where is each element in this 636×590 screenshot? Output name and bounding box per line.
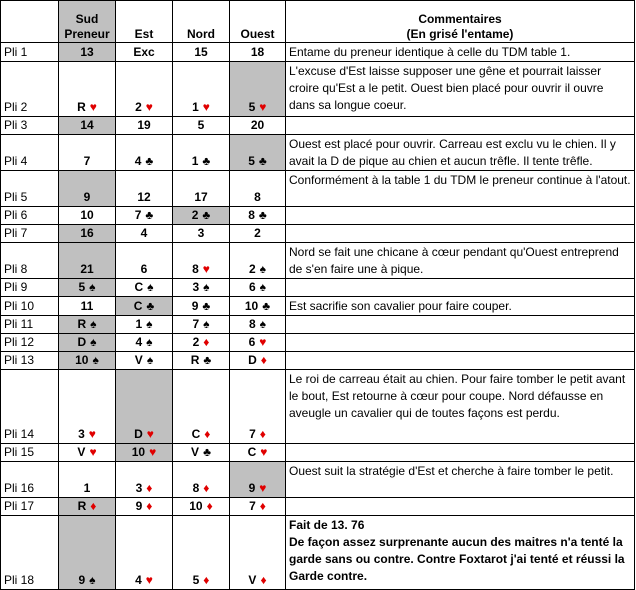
pli-label: Pli 14 [1,370,59,444]
card-sud [59,207,116,225]
club-icon: ♣ [262,299,271,313]
card-value: 1 [191,154,199,168]
table-row [1,297,635,316]
card-value: 2 [248,262,256,276]
card-ouest [230,279,286,297]
card-value: 10 [75,353,89,367]
pli-label: Pli 17 [1,498,59,516]
card-value: 4 [135,573,142,587]
card-value: 6 [248,335,256,349]
heart-icon: ♥ [88,427,96,441]
heart-icon: ♥ [145,573,153,587]
spade-icon: ♠ [146,317,153,331]
comment-cell [286,225,635,243]
card-sud [59,498,116,516]
card-est [116,516,173,590]
card-value: V [77,445,86,459]
spade-icon: ♠ [259,317,267,331]
card-value: 9 [191,299,199,313]
card-value: D [134,427,143,441]
card-nord [173,516,230,590]
card-ouest [230,117,286,135]
club-icon: ♣ [202,208,211,222]
comment-cell: Est sacrifie son cavalier pour faire couper. [286,297,635,316]
card-sud [59,297,116,316]
table-row [1,316,635,334]
spade-icon: ♠ [146,353,154,367]
card-sud [59,117,116,135]
header-nord: Nord [173,1,230,43]
club-icon: ♣ [145,208,154,222]
card-est [116,207,173,225]
card-ouest [230,498,286,516]
card-value: 10 [244,299,259,313]
heart-icon: ♥ [259,335,267,349]
card-sud [59,43,116,62]
table-row [1,444,635,462]
card-value: 7 [134,208,142,222]
club-icon: ♣ [258,208,267,222]
comment-cell: Ouest suit la stratégie d'Est et cherche à faire tomber le petit. [286,462,635,498]
card-value: 20 [250,118,265,132]
card-value: 8 [192,481,200,495]
card-value: 9 [78,573,86,587]
card-value: D [77,335,87,349]
heart-icon: ♥ [146,427,154,441]
header-pli [1,1,59,43]
card-est [116,370,173,444]
card-sud [59,370,116,444]
card-value: 8 [248,208,255,222]
card-value: R [190,353,200,367]
card-nord [173,135,230,171]
card-value: C [247,445,257,459]
comment-cell: Conformément à la table 1 du TDM le preneur continue à l'atout. [286,171,635,207]
card-value: 10 [189,499,203,513]
table-row [1,462,635,498]
card-value: 7 [83,154,91,168]
diamond-icon: ♦ [203,335,210,349]
card-ouest [230,207,286,225]
table-row [1,62,635,117]
card-est [116,117,173,135]
spade-icon: ♠ [89,573,96,587]
club-icon: ♣ [203,353,212,367]
card-value: V [134,353,143,367]
card-est [116,62,173,117]
card-sud [59,62,116,117]
card-ouest [230,370,286,444]
card-value: V [248,573,257,587]
card-ouest [230,297,286,316]
card-value: 3 [197,226,205,240]
table-row [1,117,635,135]
card-value: 2 [192,335,200,349]
diamond-icon: ♦ [206,499,213,513]
comment-cell [286,316,635,334]
card-ouest [230,516,286,590]
card-value: 21 [80,262,94,276]
card-sud [59,135,116,171]
card-value: R [77,100,86,114]
diamond-icon: ♦ [204,427,211,441]
comment-cell [286,444,635,462]
header-ouest: Ouest [230,1,286,43]
card-value: 1 [135,317,143,331]
table-row [1,243,635,279]
spade-icon: ♠ [147,280,154,294]
card-nord [173,279,230,297]
card-nord [173,498,230,516]
comment-cell: Ouest est placé pour ouvrir. Carreau est exclu vu le chien. Il y avait la D de pique au chien et aucun trêfle. Il tente trêfle. [286,135,635,171]
card-est [116,243,173,279]
heart-icon: ♥ [145,100,153,114]
card-value: 5 [192,573,200,587]
pli-label: Pli 13 [1,352,59,370]
comment-cell: Entame du preneur identique à celle du TDM table 1. [286,43,635,62]
card-value: 15 [194,45,208,59]
card-value: 2 [191,208,199,222]
comment-cell [286,207,635,225]
heart-icon: ♥ [89,445,97,459]
card-value: 3 [135,481,143,495]
card-value: 2 [254,226,261,240]
club-icon: ♣ [202,299,211,313]
comment-cell [286,498,635,516]
table-row [1,279,635,297]
card-ouest [230,334,286,352]
pli-label: Pli 16 [1,462,59,498]
card-value: 5 [78,280,86,294]
card-value: 1 [192,100,199,114]
card-ouest [230,462,286,498]
card-sud [59,462,116,498]
card-nord [173,62,230,117]
pli-label: Pli 5 [1,171,59,207]
comment-cell: Nord se fait une chicane à cœur pendant qu'Ouest entreprend de s'en faire une à pique. [286,243,635,279]
pli-label: Pli 11 [1,316,59,334]
card-ouest [230,316,286,334]
comment-cell: L'excuse d'Est laisse supposer une gêne et pourrait laisser croire qu'Est a le petit. Ouest bien placé pour ouvrir il ouvre dans sa longue coeur. [286,62,635,117]
card-value: 3 [78,427,85,441]
pli-label: Pli 10 [1,297,59,316]
pli-label: Pli 4 [1,135,59,171]
card-nord [173,370,230,444]
card-value: 4 [135,335,143,349]
spade-icon: ♠ [203,280,210,294]
card-value: 9 [248,481,256,495]
card-value: 8 [192,262,199,276]
card-nord [173,207,230,225]
card-est [116,279,173,297]
comment-cell [286,117,635,135]
pli-label: Pli 15 [1,444,59,462]
card-ouest [230,62,286,117]
pli-label: Pli 18 [1,516,59,590]
card-est [116,334,173,352]
card-est [116,316,173,334]
comment-cell: Le roi de carreau était au chien. Pour faire tomber le petit avant le bout, Est retourne à cœur pour coupe. Nord défausse en aveugle un cavalier qui de toutes façons est perdu. [286,370,635,444]
diamond-icon: ♦ [203,573,210,587]
spade-icon: ♠ [259,280,267,294]
pli-label: Pli 7 [1,225,59,243]
card-value: 4 [134,154,142,168]
card-sud [59,279,116,297]
card-est [116,352,173,370]
table-row [1,135,635,171]
card-value: 8 [254,190,261,204]
card-value: 5 [248,100,256,114]
club-icon: ♣ [145,154,154,168]
table-row [1,498,635,516]
card-value: R [77,499,87,513]
pli-label: Pli 8 [1,243,59,279]
pli-label: Pli 12 [1,334,59,352]
card-value: 12 [137,190,151,204]
card-nord [173,334,230,352]
card-nord [173,352,230,370]
spade-icon: ♠ [259,262,267,276]
card-nord [173,297,230,316]
card-value: 6 [140,262,148,276]
heart-icon: ♥ [202,262,210,276]
card-est [116,171,173,207]
card-sud [59,171,116,207]
card-value: R [77,317,87,331]
table-row [1,516,635,590]
card-sud [59,243,116,279]
card-value: 9 [135,499,143,513]
card-value: 9 [83,190,91,204]
card-value: 3 [192,280,200,294]
card-ouest [230,135,286,171]
card-value: 5 [197,118,205,132]
card-est [116,43,173,62]
card-nord [173,316,230,334]
card-value: 7 [249,499,256,513]
card-nord [173,117,230,135]
card-value: 13 [80,45,94,59]
card-value: C [191,427,201,441]
comment-cell [286,334,635,352]
card-value: 16 [80,226,94,240]
card-est [116,498,173,516]
table-row [1,225,635,243]
card-est [116,297,173,316]
diamond-icon: ♦ [90,499,97,513]
spade-icon: ♠ [90,317,97,331]
diamond-icon: ♦ [146,481,153,495]
card-est [116,462,173,498]
card-nord [173,43,230,62]
comment-cell [286,279,635,297]
card-value: 2 [135,100,142,114]
card-ouest [230,171,286,207]
card-value: 18 [250,45,265,59]
table-row [1,171,635,207]
card-value: 10 [80,208,94,222]
pli-label: Pli 2 [1,62,59,117]
card-sud [59,444,116,462]
table-body [1,43,635,590]
diamond-icon: ♦ [259,427,266,441]
card-sud [59,352,116,370]
card-value: 11 [80,299,94,313]
card-value: Exc [133,45,155,59]
card-value: D [248,353,257,367]
spade-icon: ♠ [89,280,96,294]
card-est [116,444,173,462]
card-sud [59,516,116,590]
card-value: 6 [248,280,256,294]
table-row [1,207,635,225]
card-nord [173,171,230,207]
header-sud-preneur: Sud Preneur [59,1,116,43]
table-row [1,43,635,62]
diamond-icon: ♦ [259,499,266,513]
card-est [116,225,173,243]
card-value: 8 [248,317,256,331]
header-est: Est [116,1,173,43]
card-est [116,135,173,171]
club-icon: ♣ [202,154,211,168]
spade-icon: ♠ [146,335,153,349]
pli-label: Pli 1 [1,43,59,62]
card-nord [173,444,230,462]
pli-label: Pli 6 [1,207,59,225]
comment-cell: Fait de 13. 76 De façon assez surprenante aucun des maitres n'a tenté la garde sans ou contre. Contre Foxtarot j'ai tenté et réussi la Garde contre. [286,516,635,590]
heart-icon: ♥ [89,100,97,114]
pli-label: Pli 3 [1,117,59,135]
card-value: C [133,299,143,313]
card-ouest [230,225,286,243]
diamond-icon: ♦ [260,573,267,587]
diamond-icon: ♦ [203,481,210,495]
heart-icon: ♥ [260,445,268,459]
card-nord [173,462,230,498]
card-value: 7 [249,427,256,441]
club-icon: ♣ [203,445,211,459]
card-ouest [230,444,286,462]
card-nord [173,225,230,243]
card-value: C [134,280,144,294]
card-value: 1 [83,481,91,495]
card-ouest [230,243,286,279]
table-row [1,370,635,444]
card-value: 10 [131,445,146,459]
card-sud [59,225,116,243]
heart-icon: ♥ [259,481,267,495]
header-row [1,1,635,43]
card-value: 5 [248,154,255,168]
card-sud [59,316,116,334]
heart-icon: ♥ [259,100,267,114]
table-row [1,352,635,370]
spade-icon: ♠ [92,353,99,367]
card-value: 19 [137,118,151,132]
diamond-icon: ♦ [146,499,153,513]
card-value: 17 [194,190,208,204]
spade-icon: ♠ [90,335,97,349]
card-value: 14 [80,118,94,132]
card-value: 7 [192,317,200,331]
heart-icon: ♥ [202,100,210,114]
card-sud [59,334,116,352]
card-value: V [191,445,200,459]
club-icon: ♣ [258,154,267,168]
club-icon: ♣ [146,299,155,313]
table-row [1,334,635,352]
card-value: 4 [140,226,148,240]
pli-label: Pli 9 [1,279,59,297]
spade-icon: ♠ [203,317,210,331]
card-ouest [230,43,286,62]
diamond-icon: ♦ [260,353,267,367]
header-commentaires: Commentaires (En grisé l'entame) [286,1,635,43]
card-ouest [230,352,286,370]
heart-icon: ♥ [149,445,157,459]
comment-cell [286,352,635,370]
card-nord [173,243,230,279]
